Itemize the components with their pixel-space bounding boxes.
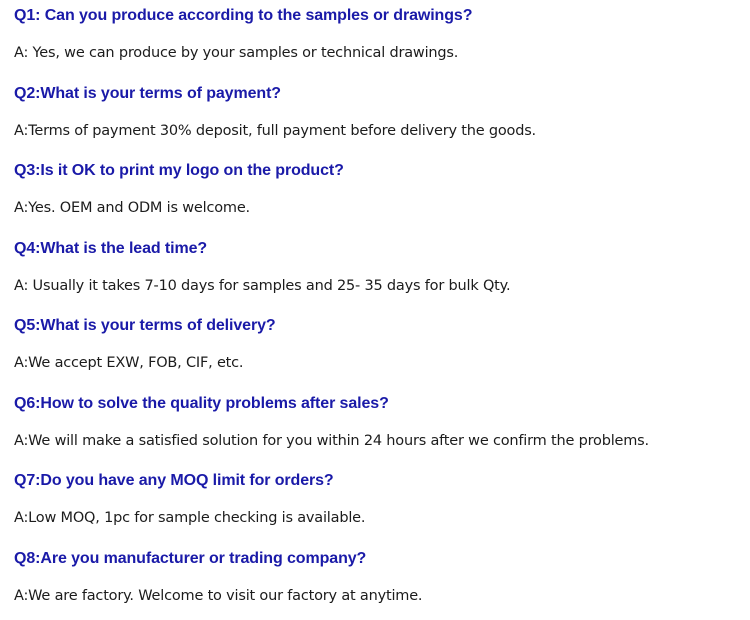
faq-answer-4: A: Usually it takes 7-10 days for samples and 25- 35 days for bulk Qty. xyxy=(14,278,510,294)
faq-item-6 xyxy=(14,388,744,466)
faq-question-3: Q3:Is it OK to print my logo on the product? xyxy=(14,162,344,180)
faq-question-7: Q7:Do you have any MOQ limit for orders? xyxy=(14,472,334,490)
faq-answer-6: A:We will make a satisfied solution for you within 24 hours after we confirm the problems. xyxy=(14,433,649,449)
faq-question-6: Q6:How to solve the quality problems after sales? xyxy=(14,395,389,413)
faq-answer-2: A:Terms of payment 30% deposit, full payment before delivery the goods. xyxy=(14,123,536,139)
faq-answer-5: A:We accept EXW, FOB, CIF, etc. xyxy=(14,355,243,371)
faq-answer-3: A:Yes. OEM and ODM is welcome. xyxy=(14,200,250,216)
faq-question-1: Q1: Can you produce according to the samples or drawings? xyxy=(14,7,472,25)
faq-item-2 xyxy=(14,78,744,156)
faq-item-7 xyxy=(14,465,744,543)
faq-item-1 xyxy=(14,0,744,78)
faq-answer-1: A: Yes, we can produce by your samples or technical drawings. xyxy=(14,45,458,61)
faq-answer-7: A:Low MOQ, 1pc for sample checking is available. xyxy=(14,510,365,526)
faq-question-8: Q8:Are you manufacturer or trading company? xyxy=(14,550,366,568)
faq-item-5 xyxy=(14,310,744,388)
faq-question-2: Q2:What is your terms of payment? xyxy=(14,85,281,103)
faq-question-5: Q5:What is your terms of delivery? xyxy=(14,317,276,335)
faq-list xyxy=(14,0,744,620)
faq-question-4: Q4:What is the lead time? xyxy=(14,240,207,258)
faq-item-4 xyxy=(14,233,744,311)
faq-item-8 xyxy=(14,543,744,620)
faq-item-3 xyxy=(14,155,744,233)
faq-answer-8: A:We are factory. Welcome to visit our factory at anytime. xyxy=(14,588,422,604)
